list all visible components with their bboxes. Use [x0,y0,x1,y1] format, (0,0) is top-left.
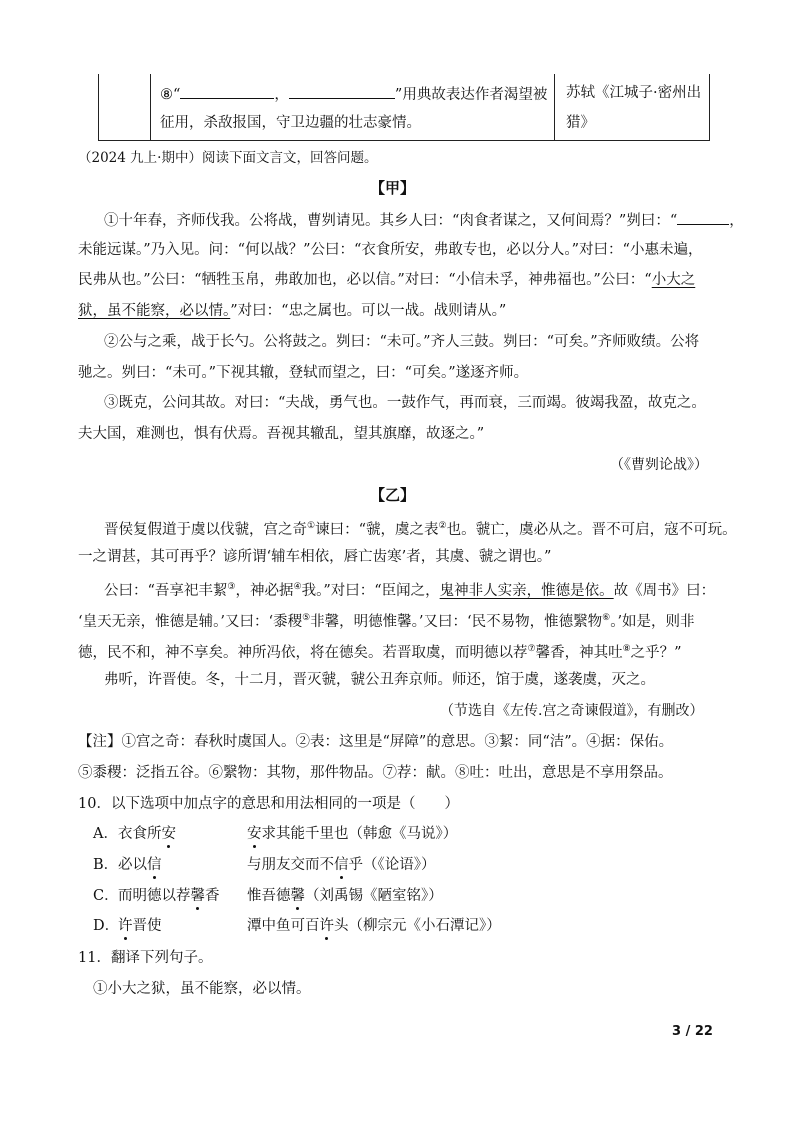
jia-p1-line4: 狱，虽不能察，必以情。”对曰：“忠之属也。可以一战。战则请从。” [78,303,507,319]
yi-p1-line2: 一之谓甚，其可再乎？谚所谓‘辅车相依，唇亡齿寒’者，其虞、虢之谓也。” [78,549,552,565]
page-number: 3 / 22 [672,1024,713,1039]
jia-p1-line3: 民弗从也。”公曰：“牺牲玉帛，弗敢加也，必以信。”对曰：“小信未孚，神弗福也。”公曰：“小大之 [78,272,696,288]
q10-option-b-label[interactable]: B． [93,857,119,873]
answer-blank-1[interactable] [180,84,274,99]
q10-option-c-label[interactable]: C． [93,888,119,904]
answer-blank-3[interactable] [677,210,729,225]
table-source-line1: 苏轼《江城子·密州出 [566,85,702,101]
table-question-line2: 征用，杀敌报国，守卫边疆的壮志豪情。 [160,115,421,131]
underlined-sentence-yi: 鬼神非人实亲，惟德是依。 [439,582,614,599]
q11-stem: 11．翻译下列句子。 [78,950,213,966]
yi-heading: 【乙】 [370,486,416,504]
notes-line2: ⑤黍稷：泛指五谷。⑥繄物：其物，那件物品。⑦荐：献。⑧吐：吐出，意思是不享用祭品。 [78,765,673,781]
yi-p2-line2: ‘皇天无亲，惟德是辅。’又曰：‘黍稷⑤非馨，明德惟馨。’又曰：‘民不易物，惟德繄物⑥。’如是，则非 [78,613,695,630]
question-number: ⑧ [160,87,173,103]
q10-option-a-right: 安求其能千里也（韩愈《马说》） [247,826,458,842]
q10-option-b-left: 必以信 [118,857,162,873]
jia-p1-line1: ①十年春，齐师伐我。公将战，曹刿请见。其乡人曰：“肉食者谋之，又何间焉？”刿曰：“ ， [104,210,744,230]
answer-blank-2[interactable] [289,84,395,99]
q10-option-b-right: 与朋友交而不信乎（《论语》） [247,857,436,873]
q10-option-a-label[interactable]: A． [93,826,118,842]
jia-p2-line1: ②公与之乘，战于长勺。公将鼓之。刿曰：“未可。”齐人三鼓。刿曰：“可矣。”齐师败绩。公将 [104,334,700,350]
yi-p2-line1: 公曰：“吾享祀丰絜③，神必据④我。”对曰：“臣闻之，鬼神非人实亲，惟德是依。故《周书》曰： [104,582,716,599]
jia-heading: 【甲】 [370,179,416,197]
yi-p3: 弗听，许晋使。冬，十二月，晋灭虢，虢公丑奔京师。师还，馆于虞，遂袭虞，灭之。 [104,672,655,688]
q10-option-d-right: 潭中鱼可百许头（柳宗元《小石潭记》） [247,918,501,934]
jia-p1-line2: 未能远谋。”乃入见。问：“何以战？”公曰：“衣食所安，弗敢专也，必以分人。”对曰：“小惠未遍， [78,242,703,258]
section-intro: （2024 九上·期中）阅读下面文言文，回答问题。 [78,150,378,166]
q10-option-a-left: 衣食所安 [118,826,176,842]
q10-stem: 10．以下选项中加点字的意思和用法相同的一项是（ ） [78,796,459,812]
underlined-sentence-cont: 狱，虽不能察，必以情。 [78,303,231,319]
q10-option-d-label[interactable]: D． [93,918,120,934]
q10-option-c-left: 而明德以荐馨香 [118,888,220,904]
jia-p2-line2: 驰之。刿曰：“未可。”下视其辙，登轼而望之，曰：“可矣。”遂逐齐师。 [78,365,529,381]
jia-source: （《曹刿论战》） [610,457,708,473]
table-source-line2: 猎》 [566,115,595,131]
jia-p3-line1: ③既克，公问其故。对曰：“夫战，勇气也。一鼓作气，再而衰，三而竭。彼竭我盈，故克之。 [104,395,706,411]
yi-p2-line3: 德，民不和，神不享矣。神所冯依，将在德矣。若晋取虞，而明德以荐⑦馨香，神其吐⑧之乎？” [78,644,682,661]
q10-option-d-left: 许晋使 [118,918,162,934]
notes-line1: 【注】①宫之奇：春秋时虞国人。②表：这里是“屏障”的意思。③絜：同“洁”。④据：保佑。 [78,734,674,750]
jia-p3-line2: 夫大国，难测也，惧有伏焉。吾视其辙乱，望其旗靡，故逐之。” [78,426,485,442]
underlined-sentence: 小大之 [651,272,696,288]
yi-p1-line1: 晋侯复假道于虞以伐虢，宫之奇①谏曰：“虢，虞之表②也。虢亡，虞必从之。晋不可启，寇不可玩。 [104,521,737,538]
yi-source: （节选自《左传.宫之奇谏假道》，有删改） [440,703,704,719]
q11-item-1: ①小大之狱，虽不能察，必以情。 [93,981,311,997]
q10-option-c-right: 惟吾德馨（刘禹锡《陋室铭》） [247,888,443,904]
table-question-line1: ⑧“ ， ”用典故表达作者渴望被 [160,84,547,104]
